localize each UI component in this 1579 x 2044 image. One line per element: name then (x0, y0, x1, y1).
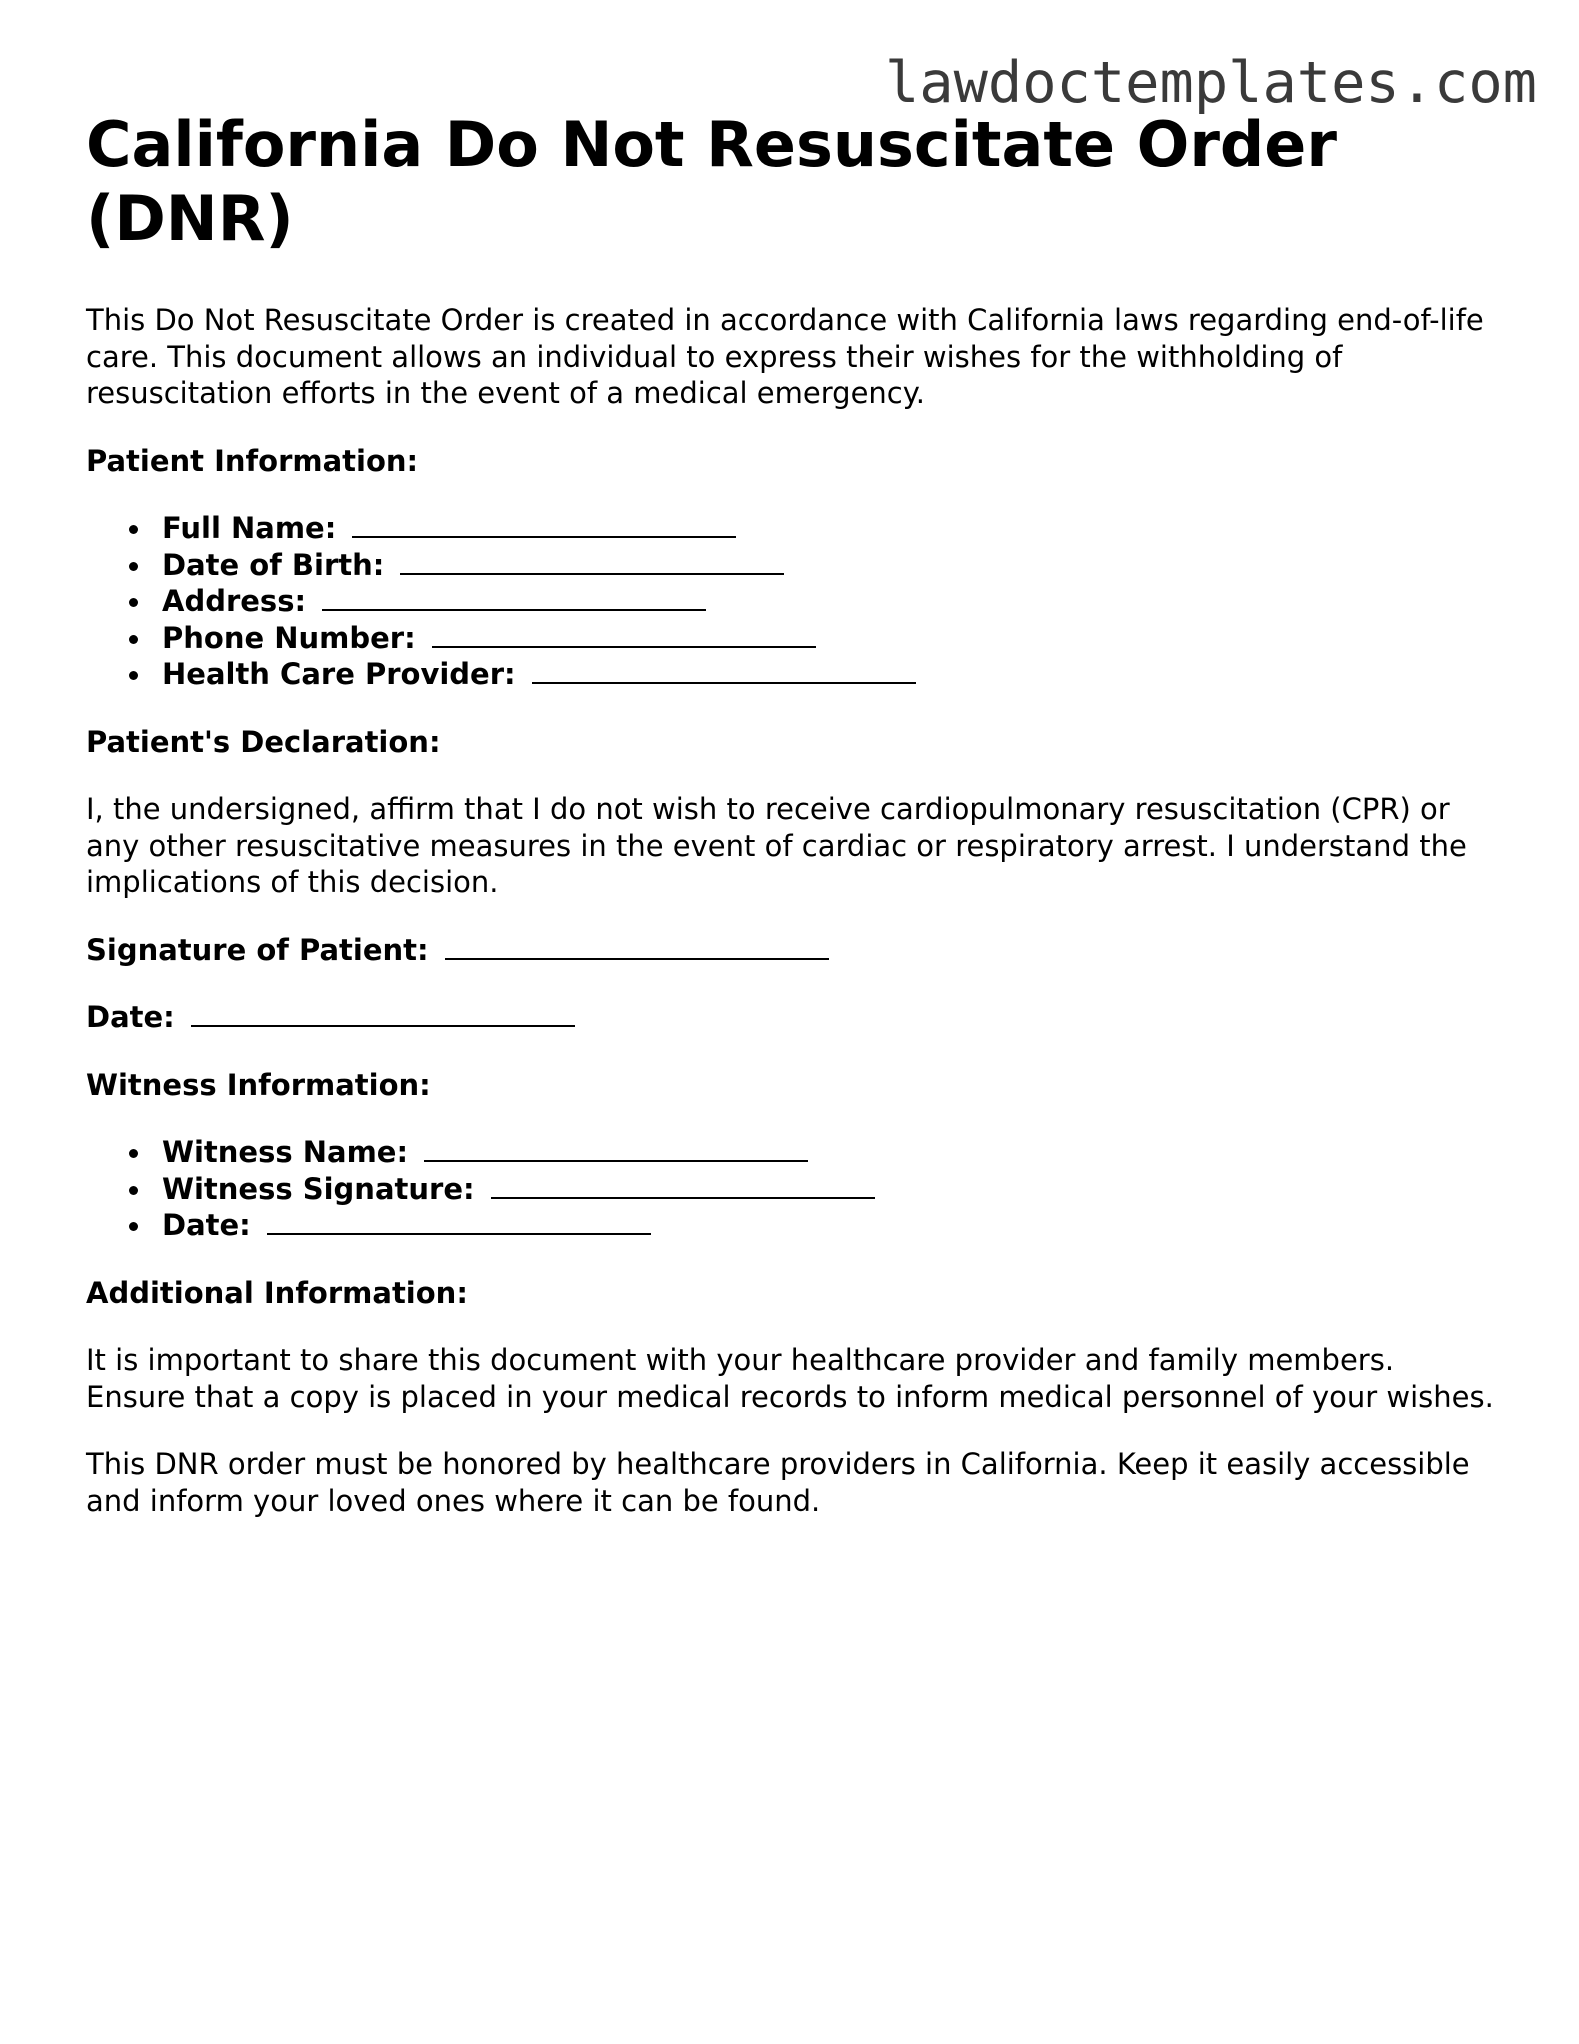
patient-info-list (86, 510, 1496, 693)
field-label: Address: (162, 584, 307, 618)
bullet-icon (129, 1149, 138, 1158)
patient-field-full-name (162, 510, 1496, 547)
date-label: Date: (86, 1000, 175, 1034)
full-name-blank[interactable] (352, 512, 736, 538)
patient-field-date-of-birth (162, 547, 1496, 584)
field-label: Full Name: (162, 511, 337, 545)
witness-field-signature (162, 1171, 1496, 1208)
witness-signature-blank[interactable] (491, 1173, 875, 1199)
signature-label: Signature of Patient: (86, 932, 429, 967)
field-label: Witness Signature: (162, 1171, 475, 1206)
document-body (86, 108, 1496, 1550)
witness-date-blank[interactable] (267, 1209, 651, 1235)
patient-info-heading: Patient Information: (86, 443, 419, 478)
witness-field-date (162, 1207, 1496, 1244)
bullet-icon (129, 635, 138, 644)
witness-name-blank[interactable] (424, 1136, 808, 1162)
health-care-provider-blank[interactable] (532, 658, 916, 684)
patient-field-phone-number (162, 620, 1496, 657)
field-label: Date: (162, 1208, 251, 1242)
bullet-icon (129, 1222, 138, 1231)
date-of-birth-blank[interactable] (400, 549, 784, 575)
intro-paragraph: This Do Not Resuscitate Order is created in accordance with California laws regarding end-of-life care. This document allows an individual to express their wishes for the withholding of resuscitation efforts in the event of a medical emergency. (86, 303, 1484, 410)
field-label: Date of Birth: (162, 547, 385, 582)
patient-signature-line (86, 932, 1496, 969)
witness-field-name (162, 1134, 1496, 1171)
declaration-text: I, the undersigned, affirm that I do not wish to receive cardiopulmonary resuscitation (CPR) or any other resuscitative measures in the event of cardiac or respiratory arrest. I understand the implications of this decision. (86, 792, 1467, 899)
field-label: Health Care Provider: (162, 657, 516, 691)
patient-signature-blank[interactable] (445, 934, 829, 960)
address-blank[interactable] (322, 585, 706, 611)
watermark: lawdoctemplates.com (884, 50, 1537, 116)
additional-paragraph-2: This DNR order must be honored by healthcare providers in California. Keep it easily accessible and inform your loved ones where it can be found. (86, 1447, 1470, 1518)
field-label: Witness Name: (162, 1135, 409, 1169)
witness-info-list (86, 1134, 1496, 1244)
additional-paragraph-1: It is important to share this document with your healthcare provider and family members. Ensure that a copy is placed in your medical records to inform medical personnel of your wishes. (86, 1343, 1494, 1414)
bullet-icon (129, 525, 138, 534)
bullet-icon (129, 671, 138, 680)
witness-info-heading: Witness Information: (86, 1067, 431, 1102)
phone-number-blank[interactable] (432, 622, 816, 648)
bullet-icon (129, 1186, 138, 1195)
patient-field-health-care-provider (162, 656, 1496, 693)
patient-field-address (162, 583, 1496, 620)
patient-date-line (86, 999, 1496, 1036)
bullet-icon (129, 598, 138, 607)
document-title: California Do Not Resuscitate Order (DNR) (86, 108, 1337, 255)
bullet-icon (129, 562, 138, 571)
field-label: Phone Number: (162, 620, 416, 655)
declaration-heading: Patient's Declaration: (86, 724, 441, 759)
patient-date-blank[interactable] (191, 1001, 575, 1027)
additional-info-heading: Additional Information: (86, 1275, 468, 1310)
